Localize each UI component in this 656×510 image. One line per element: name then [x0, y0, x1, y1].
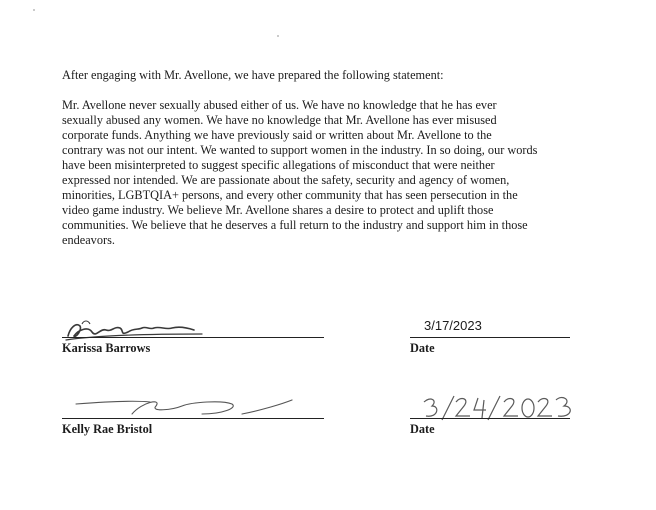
signatory-name: Karissa Barrows: [62, 341, 151, 355]
statement-line: contrary was not our intent. We wanted to support women in the industry. In so doing, our words: [62, 143, 538, 157]
statement-line: sexually abused any women. We have no knowledge that Mr. Avellone has ever misused: [62, 113, 497, 127]
statement-intro: After engaging with Mr. Avellone, we have prepared the following statement:: [62, 68, 444, 82]
date-label: Date: [410, 341, 435, 355]
scan-speck: [277, 35, 279, 37]
date-line: [410, 418, 570, 419]
statement-line: have been misinterpreted to suggest specific allegations of misconduct that were neither: [62, 158, 495, 172]
statement-line: communities. We believe that he deserves a full return to the industry and support him in those: [62, 218, 528, 232]
date-line: [410, 337, 570, 338]
date-label: Date: [410, 422, 435, 436]
statement-line: corporate funds. Anything we have previously said or written about Mr. Avellone to the: [62, 128, 492, 142]
statement-body: [62, 98, 637, 248]
statement-line: expressed nor intended. We are passionate about the safety, security and agency of women,: [62, 173, 510, 187]
statement-line: video game industry. We believe Mr. Avellone shares a desire to protect and uplift those: [62, 203, 494, 217]
statement-line: minorities, LGBTQIA+ persons, and every other community that has seen persecution in the: [62, 188, 518, 202]
signatory-name: Kelly Rae Bristol: [62, 422, 153, 436]
signature-line: [62, 337, 324, 338]
signature-date: 3/17/2023: [424, 318, 482, 333]
signature-karissa-barrows: [62, 316, 212, 344]
scan-speck: [33, 9, 35, 11]
statement-line: endeavors.: [62, 233, 115, 247]
signature-line: [62, 418, 324, 419]
statement-line: Mr. Avellone never sexually abused either of us. We have no knowledge that he has ever: [62, 98, 497, 112]
